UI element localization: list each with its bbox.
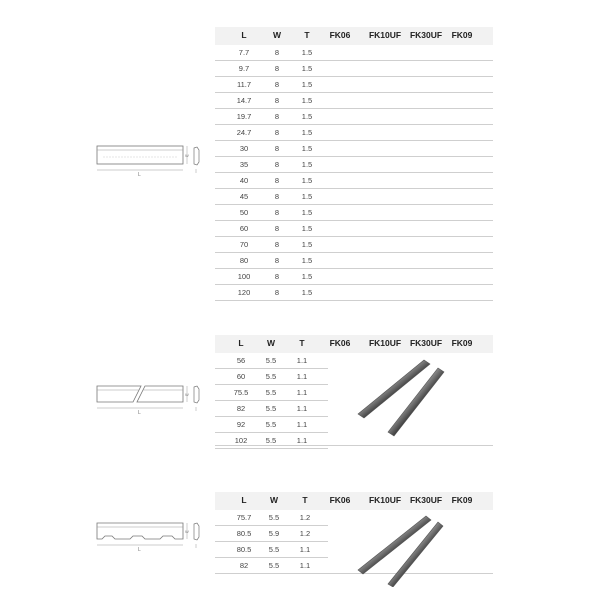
cell-t: 1.1 [296, 388, 308, 397]
cell-l: 9.7 [238, 64, 250, 73]
cell-w: 5.5 [265, 372, 277, 381]
table-row [215, 157, 493, 173]
cell-t: 1.2 [299, 513, 311, 522]
table-row [215, 173, 493, 189]
table-header [215, 27, 493, 45]
length-label: L [138, 410, 141, 416]
cell-w: 5.5 [265, 436, 277, 445]
split-blade-diagram [93, 380, 218, 420]
cell-w: 8 [274, 208, 280, 217]
col-fk30uf: FK30UF [409, 495, 443, 505]
cell-w: 8 [274, 192, 280, 201]
col-fk06: FK06 [329, 30, 351, 40]
cell-w: 5.5 [265, 404, 277, 413]
profiled-blade-photo-pair [352, 512, 452, 587]
cell-w: 8 [274, 240, 280, 249]
table-row [215, 285, 493, 301]
table-row [215, 269, 493, 285]
col-l: L [241, 495, 247, 505]
cell-t: 1.1 [296, 356, 308, 365]
col-l: L [238, 338, 244, 348]
col-fk10uf: FK10UF [368, 30, 402, 40]
cell-w: 5.5 [265, 388, 277, 397]
table-row [215, 93, 493, 109]
col-l: L [241, 30, 247, 40]
cell-t: 1.5 [301, 48, 313, 57]
col-w: W [269, 495, 279, 505]
col-fk06: FK06 [329, 338, 351, 348]
cell-t: 1.5 [301, 256, 313, 265]
cell-w: 8 [274, 96, 280, 105]
cell-t: 1.2 [299, 529, 311, 538]
cell-t: 1.5 [301, 224, 313, 233]
cell-w: 5.5 [268, 513, 280, 522]
cell-w: 8 [274, 272, 280, 281]
cell-l: 19.7 [236, 112, 252, 121]
col-fk10uf: FK10UF [368, 338, 402, 348]
table-row [215, 189, 493, 205]
cell-t: 1.1 [296, 404, 308, 413]
cell-l: 100 [237, 272, 251, 281]
cell-t: 1.5 [301, 128, 313, 137]
cell-w: 5.5 [265, 356, 277, 365]
blade-table-1 [215, 27, 493, 301]
table-row [215, 253, 493, 269]
cell-w: 8 [274, 256, 280, 265]
table-row [215, 369, 328, 385]
cell-l: 24.7 [236, 128, 252, 137]
col-w: W [266, 338, 276, 348]
cell-w: 8 [274, 176, 280, 185]
col-w: W [272, 30, 282, 40]
cell-w: 8 [274, 128, 280, 137]
profiled-blade-diagram [93, 517, 218, 557]
cell-l: 80.5 [236, 545, 252, 554]
cell-l: 75.5 [233, 388, 249, 397]
col-fk09: FK09 [451, 495, 473, 505]
cell-l: 70 [239, 240, 249, 249]
cell-l: 56 [236, 356, 246, 365]
cell-t: 1.5 [301, 112, 313, 121]
cell-w: 8 [274, 224, 280, 233]
cell-w: 8 [274, 64, 280, 73]
cell-t: 1.1 [299, 545, 311, 554]
cell-l: 14.7 [236, 96, 252, 105]
cell-w: 8 [274, 80, 280, 89]
table-row [215, 141, 493, 157]
cell-t: 1.5 [301, 288, 313, 297]
cell-w: 5.5 [265, 420, 277, 429]
table-row [215, 510, 328, 526]
col-fk06: FK06 [329, 495, 351, 505]
cell-l: 50 [239, 208, 249, 217]
cell-l: 80.5 [236, 529, 252, 538]
cell-w: 8 [274, 288, 280, 297]
table-header [215, 335, 493, 353]
cell-l: 82 [236, 404, 246, 413]
table-row [215, 542, 328, 558]
cell-l: 40 [239, 176, 249, 185]
width-label: W [185, 529, 189, 534]
cell-l: 82 [239, 561, 249, 570]
table-row [215, 526, 328, 542]
blade-photo-pair [350, 352, 450, 437]
table-row [215, 77, 493, 93]
cell-l: 80 [239, 256, 249, 265]
cell-t: 1.5 [301, 176, 313, 185]
cell-t: 1.5 [301, 192, 313, 201]
table-row [215, 353, 328, 369]
col-t: T [299, 338, 305, 348]
table-row [215, 109, 493, 125]
cell-t: 1.5 [301, 80, 313, 89]
cell-t: 1.5 [301, 240, 313, 249]
width-label: W [185, 153, 189, 158]
cell-t: 1.1 [296, 420, 308, 429]
cell-l: 102 [234, 436, 248, 445]
cell-t: 1.5 [301, 144, 313, 153]
width-label: W [185, 392, 189, 397]
table-bottom-line [215, 445, 493, 446]
table-row [215, 417, 328, 433]
cell-t: 1.5 [301, 160, 313, 169]
cell-l: 92 [236, 420, 246, 429]
table-header [215, 492, 493, 510]
table-row [215, 237, 493, 253]
cell-l: 60 [236, 372, 246, 381]
cell-t: 1.1 [296, 372, 308, 381]
cell-t: 1.5 [301, 96, 313, 105]
cell-w: 5.9 [268, 529, 280, 538]
cell-w: 5.5 [268, 561, 280, 570]
col-fk09: FK09 [451, 30, 473, 40]
cell-l: 11.7 [236, 80, 252, 89]
cell-l: 75.7 [236, 513, 252, 522]
cell-t: 1.5 [301, 272, 313, 281]
col-t: T [302, 495, 308, 505]
table-row [215, 61, 493, 77]
table-row [215, 558, 328, 574]
table-row [215, 401, 328, 417]
cell-t: 1.5 [301, 208, 313, 217]
col-fk09: FK09 [451, 338, 473, 348]
cell-w: 5.5 [268, 545, 280, 554]
col-fk30uf: FK30UF [409, 338, 443, 348]
table-row [215, 433, 328, 449]
cell-w: 8 [274, 112, 280, 121]
cell-w: 8 [274, 48, 280, 57]
cell-l: 45 [239, 192, 249, 201]
length-label: L [138, 172, 141, 178]
cell-w: 8 [274, 144, 280, 153]
straight-blade-diagram [93, 140, 218, 180]
length-label: L [138, 547, 141, 553]
cell-t: 1.1 [296, 436, 308, 445]
col-t: T [304, 30, 310, 40]
cell-l: 30 [239, 144, 249, 153]
cell-l: 120 [237, 288, 251, 297]
table-row [215, 125, 493, 141]
cell-w: 8 [274, 160, 280, 169]
col-fk10uf: FK10UF [368, 495, 402, 505]
table-row [215, 45, 493, 61]
cell-l: 35 [239, 160, 249, 169]
cell-l: 7.7 [238, 48, 250, 57]
cell-l: 60 [239, 224, 249, 233]
cell-t: 1.5 [301, 64, 313, 73]
cell-t: 1.1 [299, 561, 311, 570]
table-row [215, 205, 493, 221]
col-fk30uf: FK30UF [409, 30, 443, 40]
table-row [215, 385, 328, 401]
table-row [215, 221, 493, 237]
